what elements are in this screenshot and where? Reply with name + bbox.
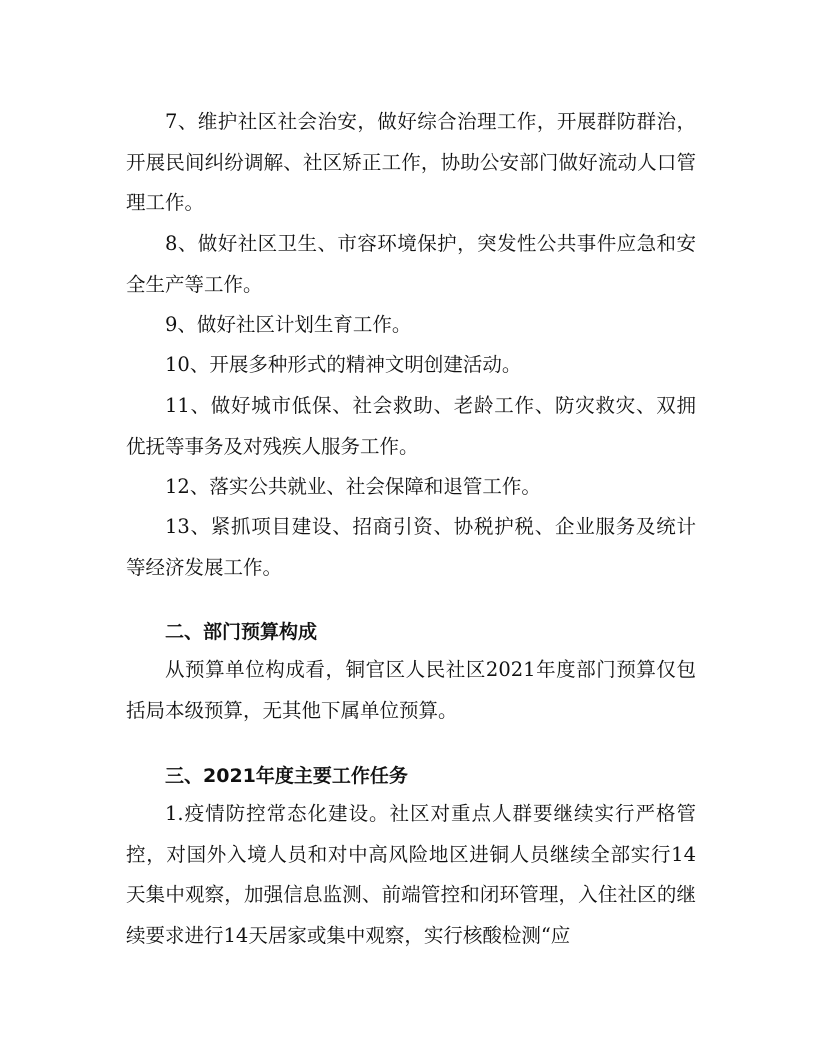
- section-3-heading: 三、2021年度主要工作任务: [165, 765, 408, 787]
- item-10: 10、开展多种形式的精神文明创建活动。: [165, 353, 522, 376]
- item-8: 8、做好社区卫生、市容环境保护，突发性公共事件应急和安全生产等工作。: [126, 232, 696, 296]
- item-7: 7、维护社区社会治安，做好综合治理工作，开展群防群治，开展民间纠纷调解、社区矫正工作，协助公安部门做好流动人口管理工作。: [126, 110, 696, 214]
- section-2-body: 从预算单位构成看，铜官区人民社区2021年度部门预算仅包括局本级预算，无其他下属单位预算。: [126, 658, 696, 722]
- section-2-heading: 二、部门预算构成: [165, 621, 318, 643]
- item-11: 11、做好城市低保、社会救助、老龄工作、防灾救灾、双拥优抚等事务及对残疾人服务工作。: [126, 394, 696, 458]
- item-9: 9、做好社区计划生育工作。: [165, 313, 412, 336]
- item-13: 13、紧抓项目建设、招商引资、协税护税、企业服务及统计等经济发展工作。: [126, 515, 696, 579]
- item-12: 12、落实公共就业、社会保障和退管工作。: [165, 475, 541, 498]
- section-3-body: 1.疫情防控常态化建设。社区对重点人群要继续实行严格管控，对国外入境人员和对中高风险地区进铜人员继续全部实行14天集中观察，加强信息监测、前端管控和闭环管理，入住社区的继续要求进行14天居家或集中观察，实行核酸检测“应: [126, 802, 696, 947]
